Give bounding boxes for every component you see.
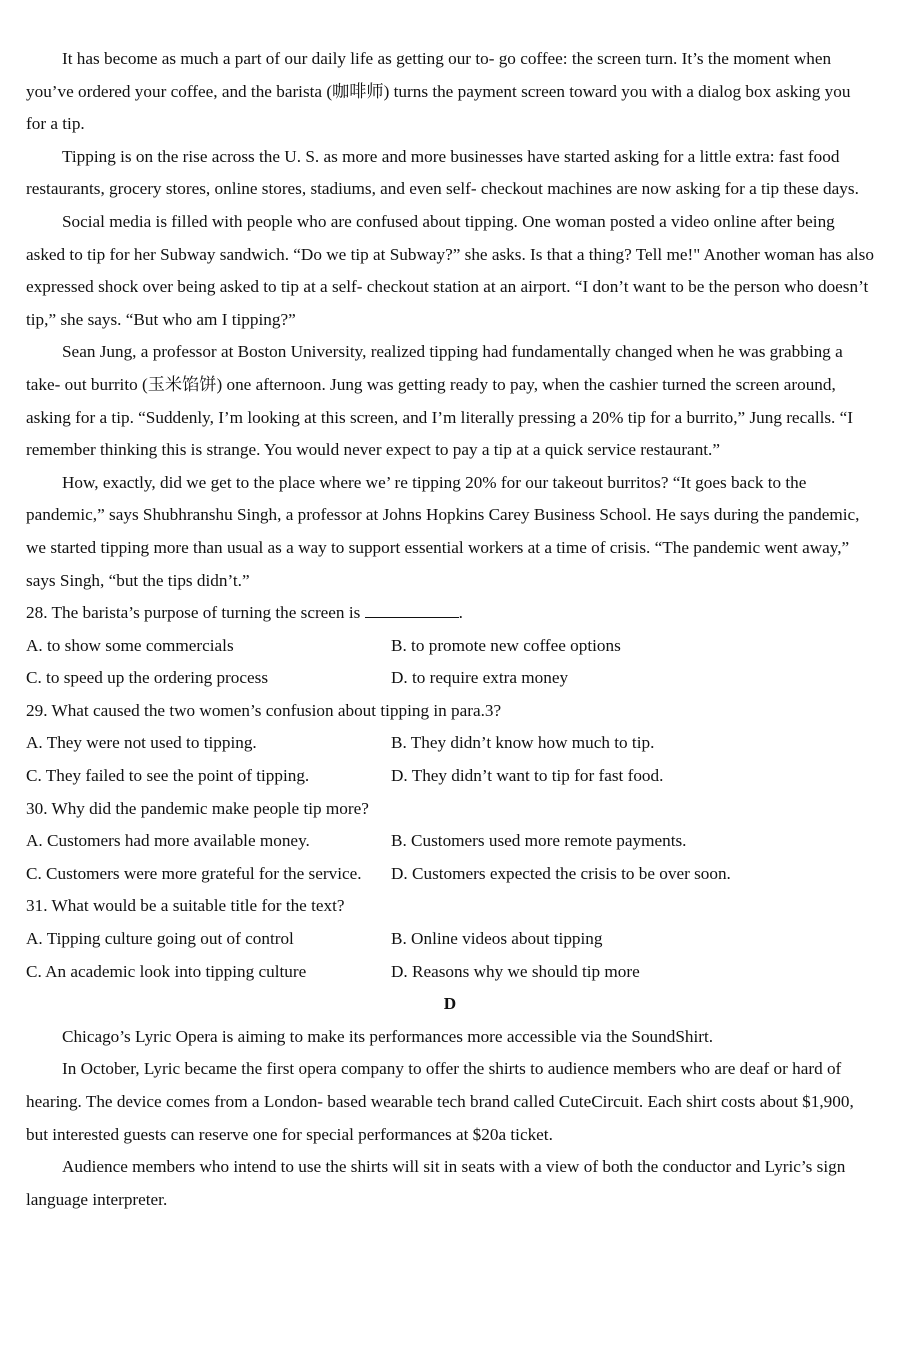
question-29 <box>26 695 874 793</box>
passage-c-paragraph-5: How, exactly, did we get to the place where we’ re tipping 20% for our takeout burritos? “It goes back to the pandemic,” says Shubhranshu Singh, a professor at Johns Hopkins Carey Business School. He says during the pandemic, we started tipping more than usual as a way to support essential workers at a time of crisis. “The pandemic went away,” says Singh, “but the tips didn’t.” <box>26 472 860 590</box>
option-b: B. They didn’t know how much to tip. <box>391 733 655 753</box>
options-row <box>26 956 874 989</box>
question-stem: 31. What would be a suitable title for the text? <box>26 896 345 916</box>
question-stem: 29. What caused the two women’s confusion about tipping in para.3? <box>26 700 502 720</box>
passage-d-paragraph-1: Chicago’s Lyric Opera is aiming to make its performances more accessible via the SoundShirt. <box>62 1026 714 1046</box>
option-a: A. Customers had more available money. <box>26 831 310 851</box>
option-d: D. to require extra money <box>391 668 569 688</box>
option-c: C. They failed to see the point of tipping. <box>26 766 310 786</box>
passage-c-paragraph-3: Social media is filled with people who are confused about tipping. One woman posted a video online after being asked to tip for her Subway sandwich. “Do we tip at Subway?” she asks. Is that a thing? Tell me!" Another woman has also expressed shock over being asked to tip at a self- checkout station at an airport. “I don’t want to be the person who doesn’t tip,” she says. “But who am I tipping?” <box>26 211 874 329</box>
options-row <box>26 662 874 695</box>
passage-c-paragraph-4: Sean Jung, a professor at Boston University, realized tipping had fundamentally changed when he was grabbing a take- out burrito (玉米馅饼) one afternoon. Jung was getting ready to pay, when the cashier turned the screen around, asking for a tip. “Suddenly, I’m looking at this screen, and I’m literally pressing a 20% tip for a burrito,” Jung recalls. “I remember thinking this is strange. You would never expect to pay a tip at a quick service restaurant.” <box>26 342 854 460</box>
options-row <box>26 825 874 858</box>
passage-d-paragraph-2: In October, Lyric became the first opera company to offer the shirts to audience members who are deaf or hard of hearing. The device comes from a London- based wearable tech brand called CuteCircuit. Each shirt costs about $1,900, but interested guests can reserve one for special performances at $20a ticket. <box>26 1059 854 1144</box>
passage-c-paragraph-1: It has become as much a part of our daily life as getting our to- go coffee: the screen turn. It’s the moment when you’ve ordered your coffee, and the barista (咖啡师) turns the payment screen toward you with a dialog box asking you for a tip. <box>26 49 851 134</box>
option-b: B. Customers used more remote payments. <box>391 831 687 851</box>
passage-d-paragraph-3: Audience members who intend to use the shirts will sit in seats with a view of both the conductor and Lyric’s sign language interpreter. <box>26 1157 846 1209</box>
passage-d <box>26 988 874 1216</box>
question-28 <box>26 597 874 695</box>
option-b: B. to promote new coffee options <box>391 635 621 655</box>
options-row <box>26 760 874 793</box>
option-d: D. They didn’t want to tip for fast food. <box>391 766 664 786</box>
question-stem: 30. Why did the pandemic make people tip more? <box>26 798 369 818</box>
option-a: A. They were not used to tipping. <box>26 733 257 753</box>
option-b: B. Online videos about tipping <box>391 929 603 949</box>
question-stem <box>26 597 874 630</box>
option-c: C. Customers were more grateful for the service. <box>26 863 362 883</box>
section-heading: D <box>443 994 457 1014</box>
question-31 <box>26 890 874 988</box>
answer-blank <box>365 603 459 618</box>
passage-c <box>26 43 874 597</box>
options-row <box>26 858 874 891</box>
options-row <box>26 727 874 760</box>
question-stem-text: 28. The barista’s purpose of turning the screen is <box>26 603 361 623</box>
option-a: A. to show some commercials <box>26 635 234 655</box>
option-a: A. Tipping culture going out of control <box>26 929 294 949</box>
passage-c-paragraph-2: Tipping is on the rise across the U. S. as more and more businesses have started asking for a little extra: fast food restaurants, grocery stores, online stores, stadiums, and even self- checkout machines are now asking for a tip these days. <box>26 146 859 199</box>
options-row <box>26 923 874 956</box>
question-stem-end: . <box>458 603 463 623</box>
option-d: D. Reasons why we should tip more <box>391 961 640 981</box>
option-d: D. Customers expected the crisis to be over soon. <box>391 863 731 883</box>
options-row <box>26 630 874 663</box>
option-c: C. to speed up the ordering process <box>26 668 269 688</box>
question-30 <box>26 793 874 891</box>
option-c: C. An academic look into tipping culture <box>26 961 307 981</box>
